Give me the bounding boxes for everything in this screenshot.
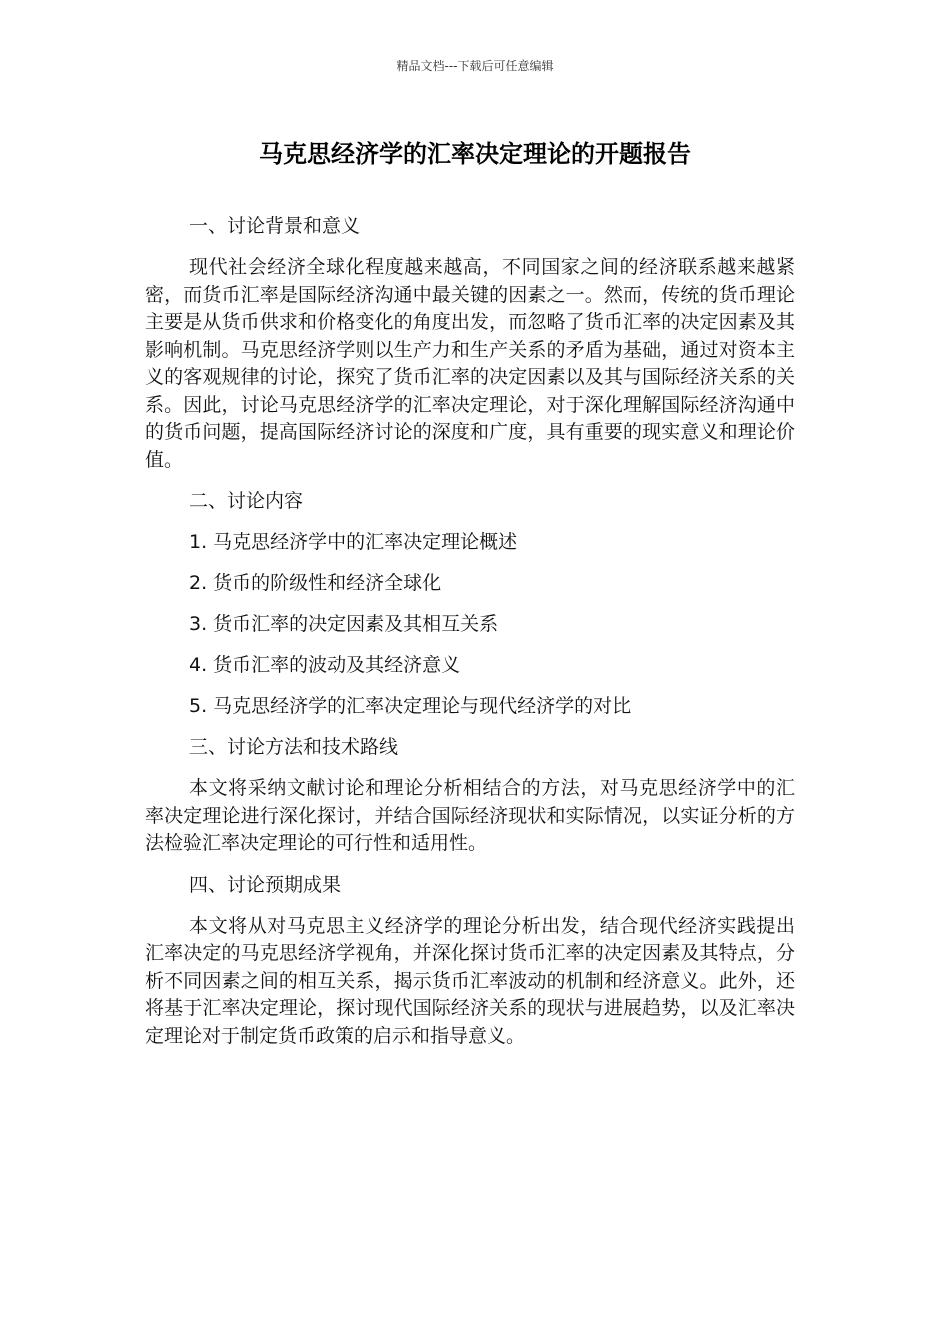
section-paragraph-outcomes: 本文将从对马克思主义经济学的理论分析出发，结合现代经济实践提出汇率决定的马克思经济学视角，并深化探讨货币汇率的决定因素及其特点，分析不同因素之间的相互关系，揭示货币汇率波动的机制和经济意义。此外，还将基于汇率决定理论，探讨现代国际经济关系的现状与进展趋势，以及汇率决定理论对于制定货币政策的启示和指导意义。: [145, 914, 795, 1047]
list-item-number: 5.: [189, 695, 208, 717]
list-item-text: 马克思经济学中的汇率决定理论概述: [213, 531, 518, 553]
list-item-text: 货币的阶级性和经济全球化: [213, 572, 442, 594]
content-list: [145, 529, 795, 720]
list-item-text: 货币汇率的决定因素及其相互关系: [213, 613, 499, 635]
section-heading-content: 二、讨论内容: [189, 490, 304, 512]
document-title: 马克思经济学的汇率决定理论的开题报告: [259, 140, 691, 168]
list-item: [145, 652, 795, 679]
section-heading-background: 一、讨论背景和意义: [189, 215, 361, 237]
list-item-number: 1.: [189, 531, 208, 553]
list-item-number: 2.: [189, 572, 208, 594]
document-body: [145, 213, 795, 1064]
section-paragraph-background: 现代社会经济全球化程度越来越高，不同国家之间的经济联系越来越紧密，而货币汇率是国际经济沟通中最关键的因素之一。然而，传统的货币理论主要是从货币供求和价格变化的角度出发，而忽略了货币汇率的决定因素及其影响机制。马克思经济学则以生产力和生产关系的矛盾为基础，通过对资本主义的客观规律的讨论，探究了货币汇率的决定因素以及其与国际经济关系的关系。因此，讨论马克思经济学的汇率决定理论，对于深化理解国际经济沟通中的货币问题，提高国际经济讨论的深度和广度，具有重要的现实意义和理论价值。: [145, 256, 795, 471]
list-item: [145, 529, 795, 556]
list-item: [145, 570, 795, 597]
list-item-text: 马克思经济学的汇率决定理论与现代经济学的对比: [213, 695, 632, 717]
list-item: [145, 693, 795, 720]
list-item-number: 4.: [189, 654, 208, 676]
section-heading-outcomes: 四、讨论预期成果: [189, 873, 342, 896]
list-item-text: 货币汇率的波动及其经济意义: [213, 654, 461, 676]
page-header: 精品文档---下载后可任意编辑: [396, 59, 554, 73]
section-paragraph-methods: 本文将采纳文献讨论和理论分析相结合的方法，对马克思经济学中的汇率决定理论进行深化探讨，并结合国际经济现状和实际情况，以实证分析的方法检验汇率决定理论的可行性和适用性。: [145, 777, 795, 854]
list-item: [145, 611, 795, 638]
list-item-number: 3.: [189, 613, 208, 635]
section-heading-methods: 三、讨论方法和技术路线: [189, 736, 399, 758]
